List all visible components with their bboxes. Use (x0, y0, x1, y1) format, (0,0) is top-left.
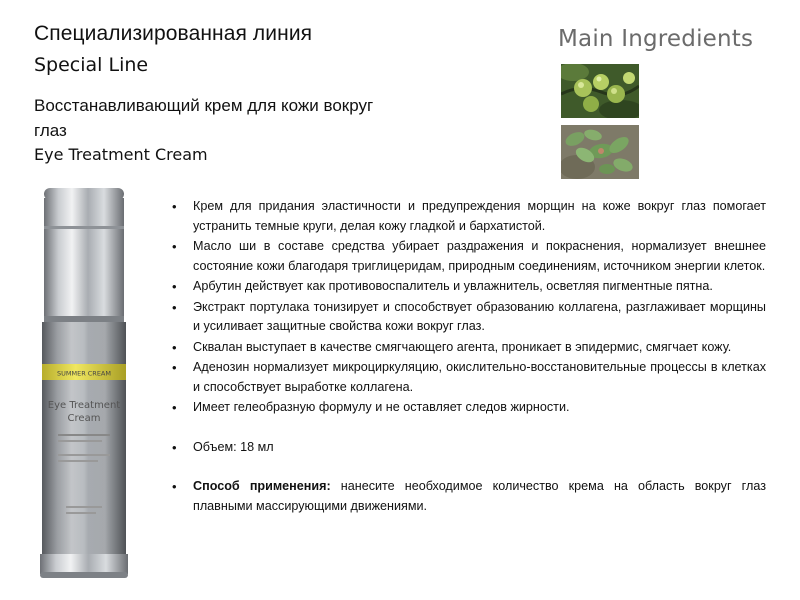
product-name-ru-line2: глаз (34, 121, 67, 140)
page-title-en: Special Line (34, 54, 149, 76)
list-item: • Крем для придания эластичности и предупреждения морщин на коже вокруг глаз помогает устранить темные круги, делая кожу гладкой и бархатистой. (172, 197, 766, 236)
list-item: • Имеет гелеобразную формулу и не оставляет следов жирности. (172, 398, 766, 418)
succulent-leaves-photo (561, 125, 639, 179)
product-description-list (172, 197, 766, 517)
bottle-label-brand: SUMMER CREAM (56, 369, 112, 378)
product-name-en: Eye Treatment Cream (34, 145, 208, 164)
product-bottle-image (36, 188, 132, 580)
bottle-label-name-line1: Eye Treatment (47, 400, 121, 411)
list-item: • Сквалан выступает в качестве смягчающего агента, проникает в эпидермис, смягчает кожу. (172, 338, 766, 358)
green-fruit-photo (561, 64, 639, 118)
usage-text: нанесите необходимое количество крема на область вокруг глаз плавными массирующими движениями. (193, 479, 766, 513)
list-item: • Масло ши в составе средства убирает раздражения и покраснения, нормализует внешнее состояние кожи благодаря триглицеридам, природным соединениям, источником энергии клеток. (172, 237, 766, 276)
main-ingredients-heading: Main Ingredients (558, 26, 754, 52)
product-name-ru-line1: Восстанавливающий крем для кожи вокруг (34, 96, 374, 115)
list-item: • Экстракт портулака тонизирует и способствует образованию коллагена, разглаживает морщины и усиливает защитные свойства кожи вокруг глаз. (172, 298, 766, 337)
usage-item (172, 477, 766, 516)
list-item: • Арбутин действует как противовоспалитель и увлажнитель, осветляя пигментные пятна. (172, 277, 766, 297)
bottle-label-name-line2: Cream (67, 413, 101, 424)
page-title-ru: Специализированная линия (34, 22, 313, 45)
usage-label: Способ применения: (193, 479, 331, 493)
volume-item: • Объем: 18 мл (172, 438, 766, 458)
list-item: • Аденозин нормализует микроциркуляцию, окислительно-восстановительные процессы в клетках и способствует выработке коллагена. (172, 358, 766, 397)
